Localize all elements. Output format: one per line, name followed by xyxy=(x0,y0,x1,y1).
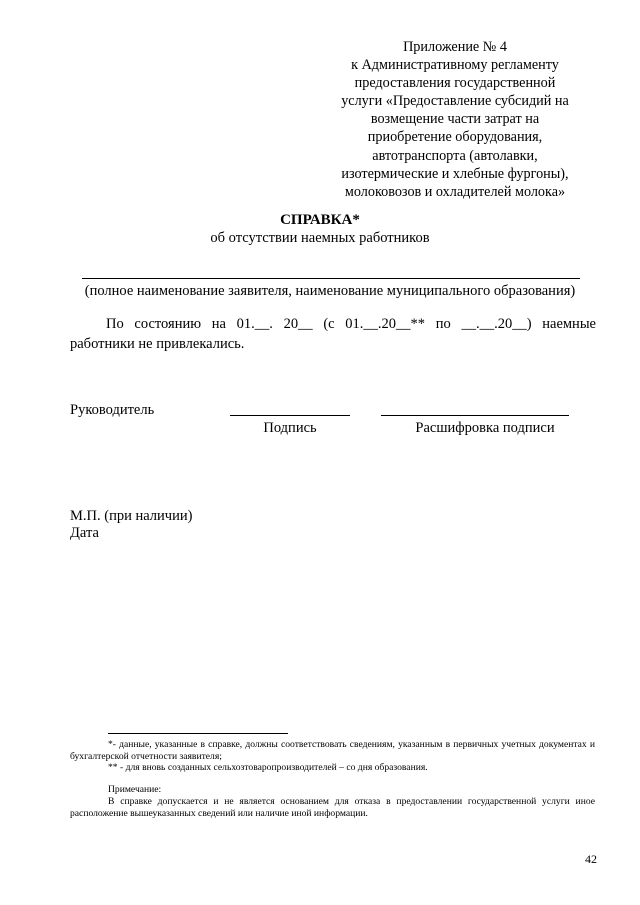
appendix-line: приобретение оборудования, xyxy=(367,129,543,146)
appendix-line: к Административному регламенту xyxy=(351,57,559,74)
statement-line-1: По состоянию на 01.__. 20__ (с 01.__.20__** по __.__.20__) наемные xyxy=(106,316,596,332)
signature-caption: Подпись xyxy=(263,420,317,436)
role-label: Руководитель xyxy=(70,402,155,418)
statement-line-2: работники не привлекались. xyxy=(70,336,245,352)
stamp-label: М.П. (при наличии) xyxy=(70,508,193,524)
statement-paragraph xyxy=(70,314,596,354)
appendix-line: Приложение № 4 xyxy=(403,39,507,55)
appendix-line: предоставления государственной xyxy=(354,75,556,92)
document-subtitle: об отсутствии наемных работников xyxy=(210,230,430,246)
footnote-1: *- данные, указанные в справке, должны соответствовать сведениям, указанным в первичных учетных документах и бухгалтерской отчетности заявителя; xyxy=(70,739,595,762)
footnote-separator xyxy=(108,733,288,734)
applicant-name-line xyxy=(82,278,580,279)
remark-text: В справке допускается и не является основанием для отказа в предоставлении государственной услуги иное расположение вышеуказанных сведений или наличие иной информации. xyxy=(70,796,595,819)
appendix-header xyxy=(320,38,590,201)
appendix-line: возмещение части затрат на xyxy=(370,111,540,128)
appendix-line: автотранспорта (автолавки, xyxy=(372,147,538,164)
decoding-line xyxy=(381,415,569,416)
decoding-caption: Расшифровка подписи xyxy=(415,420,555,436)
remark-title: Примечание: xyxy=(108,784,162,795)
date-label: Дата xyxy=(70,525,99,541)
footnote-2: ** - для вновь созданных сельхозтоваропроизводителей – со дня образования. xyxy=(108,762,428,773)
signature-line xyxy=(230,415,350,416)
applicant-caption: (полное наименование заявителя, наименование муниципального образования) xyxy=(84,283,576,299)
appendix-line: молоковозов и охладителей молока» xyxy=(344,183,566,200)
appendix-line: изотермические и хлебные фургоны), xyxy=(341,165,569,182)
appendix-line: услуги «Предоставление субсидий на xyxy=(341,93,569,110)
document-title: СПРАВКА* xyxy=(280,212,360,228)
page-number: 42 xyxy=(585,852,597,866)
